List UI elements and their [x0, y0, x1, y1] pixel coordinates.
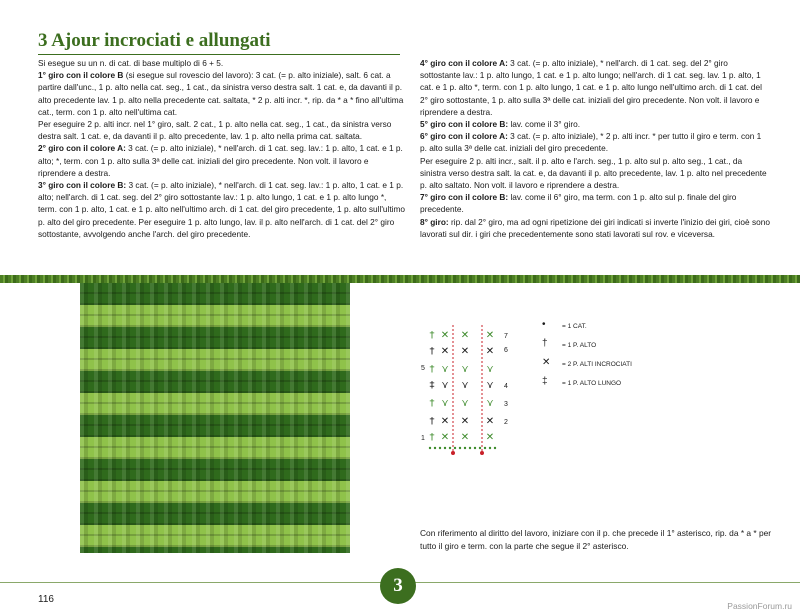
legend-label: = 2 P. ALTI INCROCIATI	[562, 361, 632, 368]
crochet-swatch-photo	[80, 283, 350, 553]
svg-text:✕: ✕	[485, 346, 495, 357]
legend-symbol-icon: ✕	[542, 357, 551, 368]
paragraph-text: lav. come il 3° giro.	[508, 119, 581, 130]
title-rule	[38, 54, 400, 55]
page-title: 3 Ajour incrociati e allungati	[38, 30, 271, 51]
instruction-paragraph	[420, 118, 770, 130]
right-column	[420, 57, 770, 240]
paragraph-text: rip. dal 2° giro, ma ad ogni ripetizione dei giri indicati si inverte l'inizio dei giri, cioè sono lavorati sul dir. i giri che precedentemente sono stati lavorati sul rov. e viceversa.	[420, 216, 770, 239]
page-number: 116	[38, 594, 54, 605]
diagram-stitches	[430, 330, 495, 443]
legend-symbol-icon: †	[542, 338, 548, 349]
paragraph-text: lav. come il 6° giro, ma term. con 1 p. alto sul p. finale del giro precedente.	[420, 192, 737, 215]
svg-text:✕: ✕	[440, 330, 450, 341]
repeat-marker-left	[451, 451, 455, 455]
svg-text:✕: ✕	[460, 432, 470, 443]
row-number-2: 2	[504, 419, 508, 426]
legend-label: = 1 P. ALTO	[562, 342, 597, 349]
foundation-chain	[429, 447, 496, 449]
legend-symbol-icon: ‡	[542, 376, 548, 387]
round-label: 4° giro con il colore A:	[420, 58, 508, 68]
paragraph-text: 3 cat. (= p. alto iniziale), * nell'arch. di 1 cat. seg. lav.: 1 p. alto, 1 cat. e 1 p. alto; nell'arch. di 1 cat. seg. del 2° giro sottostante lav.: 1 p. alto lungo, 1 cat. e 1 p. alto lungo *, term. con 1 p. alto, 1 cat. e 1 p. alto nell'ultimo arch. di 1 cat. del giro precedente, 1 p. alto sull'ultimo p. alto del giro precedente. Per eseguire 1 p. alto lungo, lav. il p. alto nell'arch. di 1 cat. del 2° giro sottostante, avvolgendo anche l'arch. del giro precedente.	[38, 180, 406, 239]
legend-item	[540, 338, 632, 360]
svg-text:†: †	[429, 364, 435, 375]
decorative-yarn-band	[0, 275, 800, 283]
repeat-marker-right	[480, 451, 484, 455]
diagram-footnote: Con riferimento al diritto del lavoro, iniziare con il p. che precede il 1° asterisco, rip. da * a * per tutto il giro e term. con la parte che segue il 2° asterisco.	[420, 528, 772, 551]
svg-text:✕: ✕	[485, 416, 495, 427]
paragraph-text: 3 cat. (= p. alto iniziale), * nell'arch. di 1 cat. seg. lav.: 1 p. alto, 1 cat. e 1 p. alto; *, term. con 1 p. alto sulla 3ª delle cat. iniziali del giro precedente. Non volt. il lavoro e riprendere a destra.	[38, 143, 403, 178]
svg-text:⋎: ⋎	[461, 380, 469, 391]
instruction-paragraph	[420, 155, 770, 192]
legend-label: = 1 CAT.	[562, 323, 587, 330]
instruction-paragraph	[38, 69, 406, 118]
round-label: 6° giro con il colore A:	[420, 131, 508, 142]
paragraph-text: Per eseguire 2 p. alti incr. nel 1° giro, salt. 2 cat., 1 p. alto nella cat. seg., 1 cat., da sinistra verso destra salt. 1 cat. e, da davanti il p. alto precedente, lav. 1 p. alto nella prima cat. saltata.	[38, 119, 392, 142]
row-number-4: 4	[504, 383, 508, 390]
svg-text:✕: ✕	[460, 330, 470, 341]
chapter-badge: 3	[380, 568, 416, 604]
svg-text:⋎: ⋎	[486, 398, 494, 409]
round-label: 1° giro con il colore B	[38, 70, 124, 81]
paragraph-text: 3 cat. (= p. alto iniziale), * 2 p. alti incr. * per tutto il giro e term. con 1 p. alto sulla 3ª delle cat. iniziali del giro precedente.	[420, 131, 762, 154]
svg-text:†: †	[429, 330, 435, 341]
svg-text:†: †	[429, 416, 435, 427]
svg-text:✕: ✕	[485, 330, 495, 341]
legend-item	[540, 357, 632, 379]
instruction-paragraph	[38, 142, 406, 179]
round-label: 8° giro:	[420, 216, 449, 227]
svg-text:✕: ✕	[440, 416, 450, 427]
round-label: 5° giro con il colore B:	[420, 119, 509, 130]
svg-text:‡: ‡	[429, 380, 435, 391]
paragraph-text: Si esegue su un n. di cat. di base multiplo di 6 + 5.	[38, 58, 224, 68]
instruction-paragraph	[420, 130, 770, 154]
svg-text:✕: ✕	[460, 416, 470, 427]
round-label: 3° giro con il colore B:	[38, 180, 127, 191]
svg-text:†: †	[429, 346, 435, 357]
instruction-paragraph	[420, 216, 770, 240]
instruction-paragraph	[420, 57, 770, 118]
row-number-6: 6	[504, 347, 508, 354]
paragraph-text: Per eseguire 2 p. alti incr., salt. il p. alto e l'arch. seg., 1 p. alto sul p. alto seg., 1 cat., da sinistra verso destra salt. la cat. e, da davanti il p. alto precedente, lav. 1 p. alto nel precedente p. alto saltato. Non volt. il lavoro e riprendere a destra.	[420, 155, 767, 191]
svg-text:⋎: ⋎	[461, 364, 469, 375]
watermark: PassionForum.ru	[727, 601, 792, 611]
paragraph-text: (si esegue sul rovescio del lavoro): 3 cat. (= p. alto iniziale), salt. 6 cat. a partire dall'unc., 1 p. alto nella cat. seg., 1 cat., da sinistra verso destra salt. 1 cat. e, da davanti il p. alto precedente lav. 1 p. alto nella precedente cat. saltata, * 2 p. alti incr. *, rip. da * a * fino all'ultima cat., term. con 1 p. alto nell'ultima cat.	[38, 70, 404, 117]
round-label: 2° giro con il colore A:	[38, 143, 126, 154]
svg-text:⋎: ⋎	[441, 380, 449, 391]
svg-text:†: †	[429, 398, 435, 409]
svg-text:⋎: ⋎	[441, 398, 449, 409]
row-number-7: 7	[504, 333, 508, 340]
svg-text:†: †	[429, 432, 435, 443]
svg-text:✕: ✕	[485, 432, 495, 443]
round-label: 7° giro con il colore B:	[420, 192, 509, 203]
svg-text:✕: ✕	[440, 346, 450, 357]
legend-symbol-icon: •	[542, 319, 546, 330]
row-number-1: 1	[421, 435, 425, 442]
svg-text:⋎: ⋎	[486, 364, 494, 375]
svg-text:⋎: ⋎	[486, 380, 494, 391]
legend-item	[540, 376, 632, 398]
instruction-paragraph	[38, 179, 406, 240]
instruction-paragraph	[38, 57, 406, 69]
legend-label: = 1 P. ALTO LUNGO	[562, 380, 622, 387]
svg-text:✕: ✕	[440, 432, 450, 443]
paragraph-text: 3 cat. (= p. alto iniziale), * nell'arch. di 1 cat. seg. del 2° giro sottostante lav.: 1 p. alto lungo, 1 cat. e 1 p. alto lungo; nell'arch. di 1 cat. seg. lav. 1 p. alto, 1 cat. e 1 p. alto *, term. con 1 p. alto lungo, 1 cat. e 1 p. alto lungo nell'ultimo arch. di 1 cat. del 2° giro sottostante, 1 p. alto sulla 3ª delle cat. iniziali del giro precedente. Non volt. il lavoro e riprendere a destra.	[420, 58, 762, 117]
svg-text:⋎: ⋎	[461, 398, 469, 409]
instruction-paragraph	[420, 191, 770, 215]
stitch-diagram	[420, 320, 520, 455]
row-number-3: 3	[504, 401, 508, 408]
svg-text:✕: ✕	[460, 346, 470, 357]
row-number-5: 5	[421, 365, 425, 372]
left-column	[38, 57, 406, 240]
svg-text:⋎: ⋎	[441, 364, 449, 375]
legend-item	[540, 319, 632, 341]
diagram-legend	[540, 319, 632, 398]
instruction-paragraph	[38, 118, 406, 142]
